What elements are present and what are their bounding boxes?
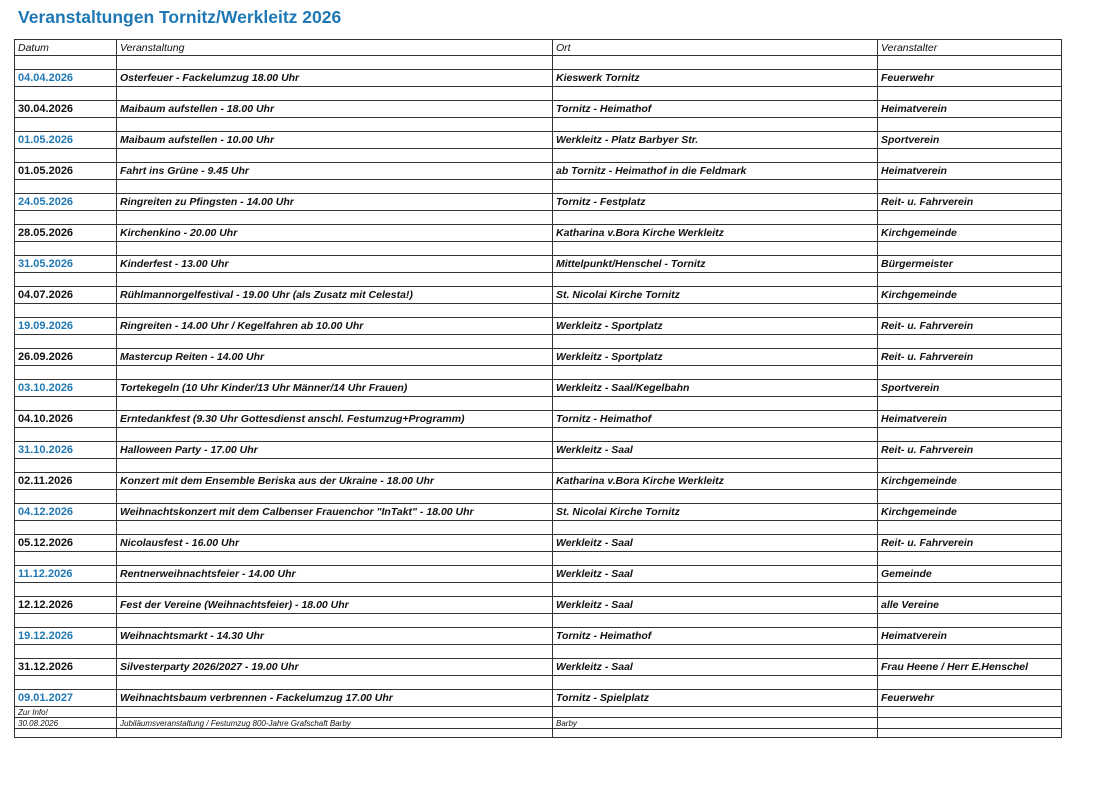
spacer-cell [878,149,1062,163]
row-spacer [15,211,1062,225]
spacer-cell [15,521,117,535]
cell-event: Weihnachtsbaum verbrennen - Fackelumzug 17.00 Uhr [117,690,553,707]
footnote-label: Zur Info! [15,707,117,718]
cell-organizer: Feuerwehr [878,690,1062,707]
spacer-cell [117,614,553,628]
event-row [15,349,1062,366]
event-row [15,194,1062,211]
row-spacer [15,459,1062,473]
spacer-cell [553,521,878,535]
cell-organizer: Reit- u. Fahrverein [878,318,1062,335]
row-spacer [15,304,1062,318]
cell-organizer: Bürgermeister [878,256,1062,273]
cell-event: Rühlmannorgelfestival - 19.00 Uhr (als Zusatz mit Celesta!) [117,287,553,304]
event-row [15,411,1062,428]
spacer-cell [878,490,1062,504]
row-spacer [15,676,1062,690]
spacer-cell [117,180,553,194]
cell-date: 28.05.2026 [15,225,117,242]
header-row [15,40,1062,56]
spacer-cell [15,459,117,473]
spacer-cell [15,552,117,566]
row-spacer [15,273,1062,287]
cell-date: 31.05.2026 [15,256,117,273]
spacer-cell [878,304,1062,318]
spacer-cell [117,490,553,504]
footnote-place: Barby [553,718,878,729]
table-bottom-row [15,729,1062,738]
cell-place: Kieswerk Tornitz [553,70,878,87]
cell-place: St. Nicolai Kirche Tornitz [553,287,878,304]
cell-place: Werkleitz - Saal [553,566,878,583]
event-row [15,566,1062,583]
spacer-cell [553,118,878,132]
cell-organizer: alle Vereine [878,597,1062,614]
spacer-cell [15,583,117,597]
cell-date: 11.12.2026 [15,566,117,583]
cell-organizer: Heimatverein [878,628,1062,645]
spacer-cell [878,583,1062,597]
cell-place: Tornitz - Heimathof [553,411,878,428]
bottom-cell [553,729,878,738]
spacer-cell [15,428,117,442]
cell-place: Katharina v.Bora Kirche Werkleitz [553,225,878,242]
spacer-cell [553,211,878,225]
cell-place: Tornitz - Heimathof [553,628,878,645]
event-row [15,101,1062,118]
cell-event: Ringreiten - 14.00 Uhr / Kegelfahren ab 10.00 Uhr [117,318,553,335]
event-row [15,597,1062,614]
cell-date: 01.05.2026 [15,132,117,149]
spacer-cell [15,397,117,411]
footnote-date: 30.08.2026 [15,718,117,729]
spacer-cell [878,56,1062,70]
spacer-cell [553,273,878,287]
spacer-cell [15,180,117,194]
cell-place: St. Nicolai Kirche Tornitz [553,504,878,521]
cell-organizer: Heimatverein [878,163,1062,180]
spacer-cell [15,645,117,659]
cell-place: Werkleitz - Sportplatz [553,318,878,335]
row-spacer [15,335,1062,349]
row-spacer [15,180,1062,194]
cell-place: Werkleitz - Saal/Kegelbahn [553,380,878,397]
spacer-cell [553,87,878,101]
spacer-cell [15,87,117,101]
cell-place: ab Tornitz - Heimathof in die Feldmark [553,163,878,180]
cell-organizer: Reit- u. Fahrverein [878,194,1062,211]
footnote-empty-cell [553,707,878,718]
spacer-cell [15,242,117,256]
cell-place: Werkleitz - Saal [553,535,878,552]
spacer-cell [15,490,117,504]
spacer-cell [878,366,1062,380]
cell-place: Tornitz - Heimathof [553,101,878,118]
spacer-cell [878,118,1062,132]
cell-event: Mastercup Reiten - 14.00 Uhr [117,349,553,366]
spacer-cell [15,304,117,318]
cell-event: Kirchenkino - 20.00 Uhr [117,225,553,242]
cell-date: 31.12.2026 [15,659,117,676]
row-spacer [15,56,1062,70]
row-spacer [15,552,1062,566]
spacer-cell [15,211,117,225]
spacer-cell [15,335,117,349]
bottom-cell [117,729,553,738]
cell-place: Tornitz - Festplatz [553,194,878,211]
event-row [15,659,1062,676]
cell-organizer: Feuerwehr [878,70,1062,87]
footnote-row [15,718,1062,729]
cell-date: 12.12.2026 [15,597,117,614]
cell-event: Fahrt ins Grüne - 9.45 Uhr [117,163,553,180]
bottom-cell [15,729,117,738]
cell-event: Konzert mit dem Ensemble Beriska aus der Ukraine - 18.00 Uhr [117,473,553,490]
cell-event: Tortekegeln (10 Uhr Kinder/13 Uhr Männer/14 Uhr Frauen) [117,380,553,397]
cell-date: 04.04.2026 [15,70,117,87]
event-row [15,690,1062,707]
cell-event: Osterfeuer - Fackelumzug 18.00 Uhr [117,70,553,87]
row-spacer [15,645,1062,659]
cell-place: Mittelpunkt/Henschel - Tornitz [553,256,878,273]
spacer-cell [117,397,553,411]
spacer-cell [553,583,878,597]
cell-event: Rentnerweihnachtsfeier - 14.00 Uhr [117,566,553,583]
cell-date: 19.12.2026 [15,628,117,645]
cell-event: Maibaum aufstellen - 18.00 Uhr [117,101,553,118]
spacer-cell [117,56,553,70]
event-row [15,442,1062,459]
spacer-cell [553,552,878,566]
spacer-cell [15,273,117,287]
cell-place: Werkleitz - Saal [553,659,878,676]
cell-place: Werkleitz - Saal [553,442,878,459]
spacer-cell [878,87,1062,101]
cell-event: Nicolausfest - 16.00 Uhr [117,535,553,552]
event-row [15,225,1062,242]
cell-date: 19.09.2026 [15,318,117,335]
cell-date: 31.10.2026 [15,442,117,459]
spacer-cell [117,366,553,380]
cell-event: Erntedankfest (9.30 Uhr Gottesdienst anschl. Festumzug+Programm) [117,411,553,428]
cell-organizer: Reit- u. Fahrverein [878,349,1062,366]
spacer-cell [878,459,1062,473]
spacer-cell [117,428,553,442]
cell-date: 30.04.2026 [15,101,117,118]
events-table-body [15,40,1062,738]
cell-organizer: Heimatverein [878,411,1062,428]
cell-date: 04.07.2026 [15,287,117,304]
spacer-cell [15,366,117,380]
spacer-cell [553,459,878,473]
row-spacer [15,397,1062,411]
cell-date: 03.10.2026 [15,380,117,397]
spacer-cell [878,521,1062,535]
spacer-cell [15,118,117,132]
spacer-cell [553,56,878,70]
spacer-cell [117,273,553,287]
cell-date: 24.05.2026 [15,194,117,211]
cell-date: 01.05.2026 [15,163,117,180]
spacer-cell [553,304,878,318]
spacer-cell [878,645,1062,659]
cell-event: Halloween Party - 17.00 Uhr [117,442,553,459]
footnote-label-row [15,707,1062,718]
event-row [15,473,1062,490]
header-organizer: Veranstalter [878,40,1062,56]
event-row [15,70,1062,87]
cell-organizer: Kirchgemeinde [878,225,1062,242]
spacer-cell [117,304,553,318]
spacer-cell [878,614,1062,628]
event-row [15,256,1062,273]
page-title: Veranstaltungen Tornitz/Werkleitz 2026 [18,7,342,27]
spacer-cell [553,366,878,380]
spacer-cell [15,149,117,163]
cell-organizer: Frau Heene / Herr E.Henschel [878,659,1062,676]
cell-event: Fest der Vereine (Weihnachtsfeier) - 18.00 Uhr [117,597,553,614]
spacer-cell [553,490,878,504]
cell-event: Maibaum aufstellen - 10.00 Uhr [117,132,553,149]
cell-place: Werkleitz - Sportplatz [553,349,878,366]
spacer-cell [878,397,1062,411]
cell-organizer: Reit- u. Fahrverein [878,535,1062,552]
spacer-cell [117,242,553,256]
cell-date: 04.10.2026 [15,411,117,428]
spacer-cell [878,242,1062,256]
spacer-cell [553,614,878,628]
event-row [15,163,1062,180]
spacer-cell [878,211,1062,225]
header-event: Veranstaltung [117,40,553,56]
spacer-cell [117,552,553,566]
event-row [15,380,1062,397]
spacer-cell [878,180,1062,194]
bottom-cell [878,729,1062,738]
footnote-empty-cell [878,707,1062,718]
header-place: Ort [553,40,878,56]
cell-organizer: Heimatverein [878,101,1062,118]
spacer-cell [15,614,117,628]
cell-place: Tornitz - Spielplatz [553,690,878,707]
row-spacer [15,242,1062,256]
spacer-cell [553,428,878,442]
row-spacer [15,149,1062,163]
spacer-cell [117,211,553,225]
spacer-cell [117,521,553,535]
cell-event: Ringreiten zu Pfingsten - 14.00 Uhr [117,194,553,211]
events-table [14,39,1062,738]
cell-organizer: Gemeinde [878,566,1062,583]
row-spacer [15,490,1062,504]
cell-event: Weihnachtskonzert mit dem Calbenser Frauenchor "InTakt" - 18.00 Uhr [117,504,553,521]
row-spacer [15,583,1062,597]
event-row [15,287,1062,304]
header-date: Datum [15,40,117,56]
row-spacer [15,428,1062,442]
spacer-cell [878,335,1062,349]
spacer-cell [117,149,553,163]
cell-place: Werkleitz - Platz Barbyer Str. [553,132,878,149]
row-spacer [15,614,1062,628]
spacer-cell [15,676,117,690]
footnote-organizer [878,718,1062,729]
spacer-cell [553,397,878,411]
spacer-cell [878,273,1062,287]
cell-date: 02.11.2026 [15,473,117,490]
cell-organizer: Kirchgemeinde [878,473,1062,490]
spacer-cell [553,335,878,349]
event-row [15,504,1062,521]
footnote-event: Jubiläumsveranstaltung / Festumzug 800-Jahre Grafschaft Barby [117,718,553,729]
cell-organizer: Reit- u. Fahrverein [878,442,1062,459]
cell-event: Weihnachtsmarkt - 14.30 Uhr [117,628,553,645]
cell-date: 26.09.2026 [15,349,117,366]
spacer-cell [117,676,553,690]
spacer-cell [117,87,553,101]
spacer-cell [117,118,553,132]
spacer-cell [878,676,1062,690]
cell-event: Silvesterparty 2026/2027 - 19.00 Uhr [117,659,553,676]
event-row [15,318,1062,335]
spacer-cell [117,645,553,659]
footnote-empty-cell [117,707,553,718]
event-row [15,132,1062,149]
event-row [15,535,1062,552]
cell-organizer: Sportverein [878,380,1062,397]
row-spacer [15,118,1062,132]
cell-place: Werkleitz - Saal [553,597,878,614]
cell-organizer: Kirchgemeinde [878,504,1062,521]
cell-place: Katharina v.Bora Kirche Werkleitz [553,473,878,490]
row-spacer [15,521,1062,535]
cell-date: 04.12.2026 [15,504,117,521]
spacer-cell [878,552,1062,566]
spacer-cell [117,335,553,349]
spacer-cell [553,645,878,659]
spacer-cell [15,56,117,70]
spacer-cell [553,676,878,690]
cell-date: 05.12.2026 [15,535,117,552]
spacer-cell [878,428,1062,442]
cell-date: 09.01.2027 [15,690,117,707]
cell-event: Kinderfest - 13.00 Uhr [117,256,553,273]
cell-organizer: Sportverein [878,132,1062,149]
row-spacer [15,87,1062,101]
spacer-cell [553,149,878,163]
spacer-cell [117,583,553,597]
cell-organizer: Kirchgemeinde [878,287,1062,304]
row-spacer [15,366,1062,380]
spacer-cell [553,180,878,194]
spacer-cell [553,242,878,256]
spacer-cell [117,459,553,473]
event-row [15,628,1062,645]
